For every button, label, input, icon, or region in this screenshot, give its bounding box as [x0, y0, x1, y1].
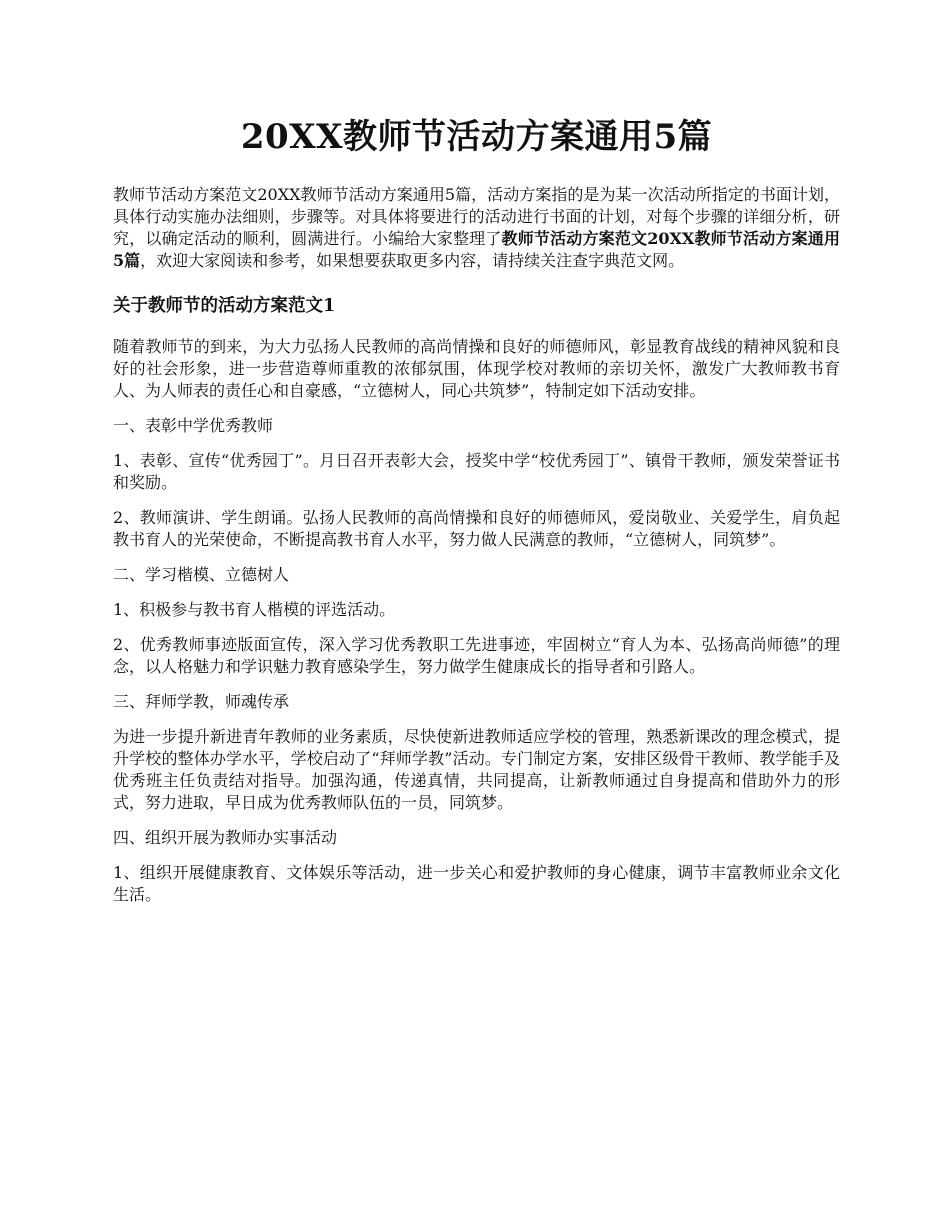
paragraph: 四、组织开展为教师办实事活动	[113, 828, 338, 847]
intro-text-end: ，欢迎大家阅读和参考，如果想要获取更多内容，请持续关注查字典范文网。	[140, 251, 685, 270]
paragraph: 为进一步提升新进青年教师的业务素质，尽快使新进教师适应学校的管理，熟悉新课改的理念模式，提升学校的整体办学水平，学校启动了“拜师学教”活动。专门制定方案，安排区级骨干教师、教学能手及优秀班主任负责结对指导。加强沟通，传递真情，共同提高，让新教师通过自身提高和借助外力的形式，努力进取，早日成为优秀教师队伍的一员，同筑梦。	[113, 727, 840, 812]
paragraph: 1、表彰、宣传“优秀园丁”。月日召开表彰大会，授奖中学“校优秀园丁”、镇骨干教师，颁发荣誉证书和奖励。	[113, 451, 840, 492]
intro-bold-text: 教师节活动方案范文20XX教师节活动方案通用5篇	[113, 229, 840, 270]
document-title: 20XX教师节活动方案通用5篇	[240, 117, 713, 157]
intro-text: 教师节活动方案范文20XX教师节活动方案通用5篇，活动方案指的是为某一次活动所指定的书面计划，具体行动实施办法细则，步骤等。对具体将要进行的活动进行书面的计划，对每个步骤的详细分析，研究，以确定活动的顺利，圆满进行。小编给大家整理了	[113, 185, 840, 248]
paragraph: 二、学习楷模、立德树人	[113, 565, 290, 584]
paragraph: 1、组织开展健康教育、文体娱乐等活动，进一步关心和爱护教师的身心健康，调节丰富教师业余文化生活。	[113, 863, 840, 904]
paragraph: 随着教师节的到来，为大力弘扬人民教师的高尚情操和良好的师德师风，彰显教育战线的精神风貌和良好的社会形象，进一步营造尊师重教的浓郁氛围，体现学校对教师的亲切关怀，激发广大教师教书育人、为人师表的责任心和自豪感，“立德树人，同心共筑梦”，特制定如下活动安排。	[113, 337, 840, 400]
paragraph: 三、拜师学教，师魂传承	[113, 692, 290, 711]
paragraph: 2、优秀教师事迹版面宣传，深入学习优秀教职工先进事迹，牢固树立“育人为本、弘扬高尚师德”的理念，以人格魅力和学识魅力教育感染学生，努力做学生健康成长的指导者和引路人。	[113, 635, 840, 676]
paragraph: 2、教师演讲、学生朗诵。弘扬人民教师的高尚情操和良好的师德师风，爱岗敬业、关爱学生，肩负起教书育人的光荣使命，不断提高教书育人水平，努力做人民满意的教师，“立德树人，同筑梦”。	[113, 508, 840, 549]
section-heading: 关于教师节的活动方案范文1	[113, 296, 336, 316]
intro-paragraph	[113, 184, 840, 272]
paragraph: 一、表彰中学优秀教师	[113, 416, 274, 435]
paragraph: 1、积极参与教书育人楷模的评选活动。	[113, 600, 396, 619]
document-page	[113, 112, 840, 919]
